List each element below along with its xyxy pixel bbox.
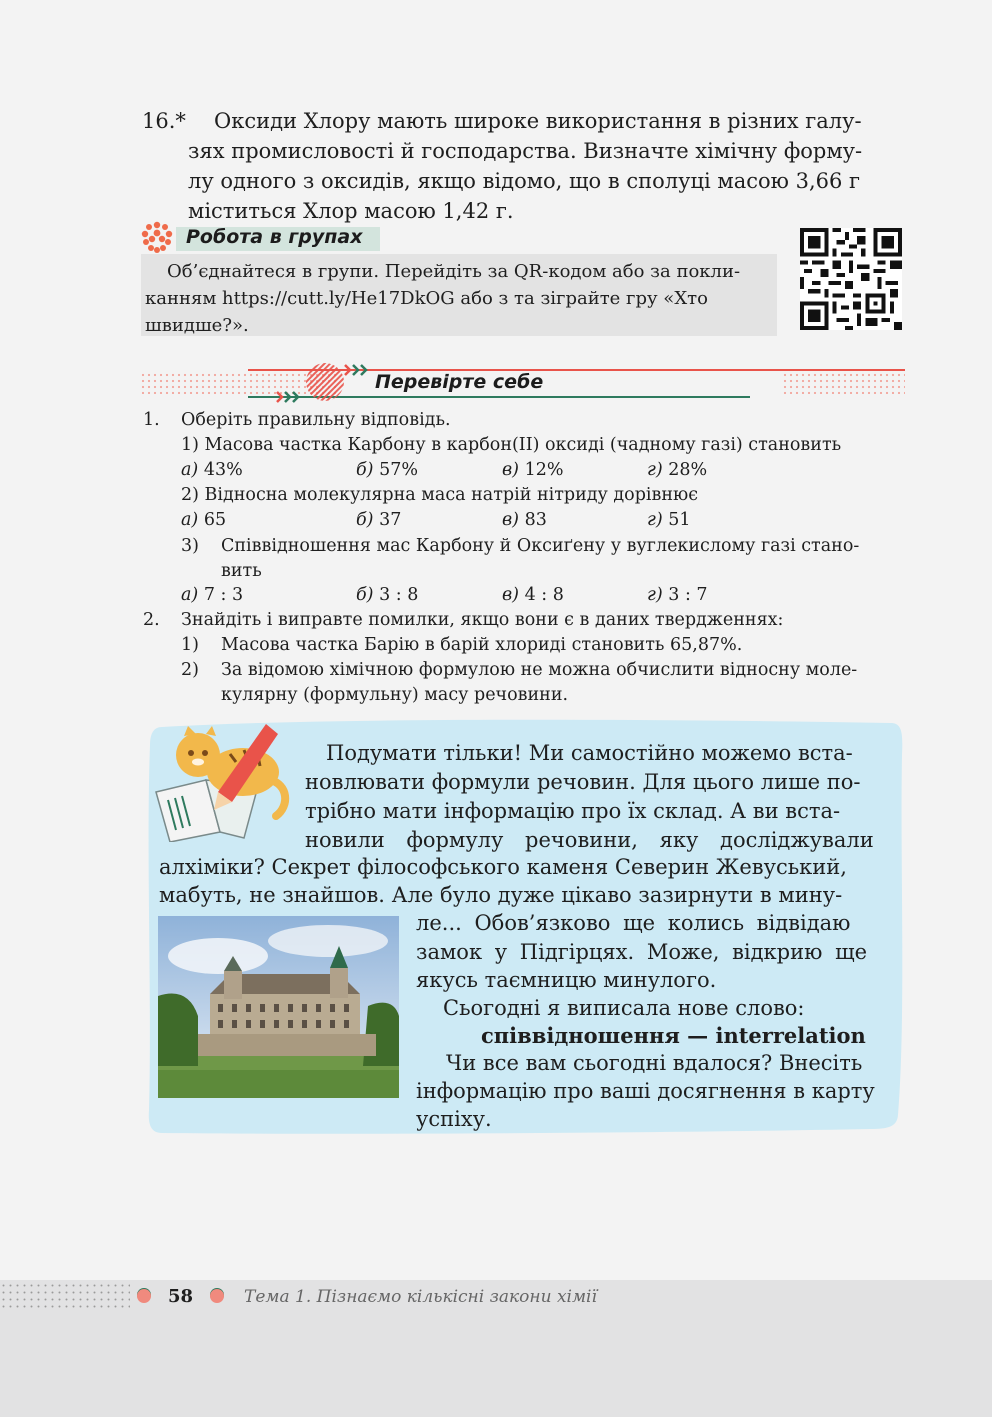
question-2-number: 2.	[143, 610, 160, 630]
task-line: міститься Хлор масою 1,42 г.	[188, 199, 514, 223]
q1-sub3-text-cont: вить	[221, 561, 262, 581]
thought-line: трібно мати інформацію про їх склад. А ви вста-	[305, 799, 841, 823]
question-1-number: 1.	[143, 410, 160, 430]
q1-sub2-option-c[interactable]: в) 83	[502, 510, 547, 530]
thought-line: ле... Обов’язково ще колись відвідаю	[416, 911, 851, 935]
hatched-circle	[306, 363, 344, 401]
thought-line: успіху.	[416, 1107, 492, 1131]
thought-line: якусь таємницю минулого.	[416, 968, 717, 992]
q1-sub2-text: 2) Відносна молекулярна маса натрій нітриду дорівнює	[181, 485, 699, 505]
task-number: 16.*	[142, 109, 186, 133]
q1-sub1-text: 1) Масова частка Карбону в карбон(ІІ) оксиді (чадному газі) становить	[181, 435, 842, 455]
footer-dot-right-icon	[209, 1287, 225, 1303]
bubbles-icon	[140, 221, 176, 253]
q2-sub2-text: За відомою хімічною формулою не можна обчислити відносну моле-	[221, 660, 858, 680]
q1-sub1-option-a[interactable]: а) 43%	[181, 460, 243, 480]
q2-sub1-number: 1)	[181, 635, 199, 655]
q1-sub3-option-a[interactable]: а) 7 : 3	[181, 585, 244, 605]
q2-sub1-text: Масова частка Барію в барій хлориді становить 65,87%.	[221, 635, 743, 655]
page-number: 58	[168, 1286, 194, 1307]
q2-sub2-text-cont: кулярну (формульну) масу речовини.	[221, 685, 569, 705]
castle-photo	[158, 916, 399, 1098]
question-1-text: Оберіть правильну відповідь.	[181, 410, 451, 430]
thought-line: новили формулу речовини, яку досліджували	[305, 828, 874, 852]
task-line: лу одного з оксидів, якщо відомо, що в сполуці масою 3,66 г	[188, 169, 861, 193]
q1-sub1-option-c[interactable]: в) 12%	[502, 460, 564, 480]
q1-sub3-number: 3)	[181, 536, 199, 556]
check-yourself-title: Перевірте себе	[375, 371, 544, 393]
q1-sub3-text: Співвідношення мас Карбону й Оксиґену у вуглекислому газі стано-	[221, 536, 860, 556]
footer-dot-left-icon	[136, 1287, 152, 1303]
thought-line: замок у Підгірцях. Може, відкрию ще	[416, 940, 868, 964]
footer-dots	[0, 1282, 130, 1312]
thought-line: новлювати формули речовин. Для цього лише по-	[305, 770, 861, 794]
new-word: співвідношення — interrelation	[481, 1023, 866, 1048]
group-line: Об’єднайтеся в групи. Перейдіть за QR-кодом або за покли-	[167, 261, 741, 282]
tiger-cub-illustration	[148, 720, 298, 842]
task-line: Оксиди Хлору мають широке використання в різних галу-	[214, 109, 862, 133]
group-line: швидше?».	[145, 315, 249, 336]
q1-sub2-option-b[interactable]: б) 37	[356, 510, 402, 530]
qr-code[interactable]	[800, 228, 902, 330]
thought-line: Чи все вам сьогодні вдалося? Внесіть	[446, 1051, 863, 1075]
q1-sub1-option-b[interactable]: б) 57%	[356, 460, 418, 480]
q1-sub3-option-d[interactable]: г) 3 : 7	[647, 585, 708, 605]
q2-sub2-number: 2)	[181, 660, 199, 680]
q1-sub2-option-d[interactable]: г) 51	[647, 510, 691, 530]
question-2-text: Знайдіть і виправте помилки, якщо вони є в даних твердженнях:	[181, 610, 784, 630]
group-line: канням https://cutt.ly/He17DkOG або з та зіграйте гру «Хто	[145, 288, 708, 309]
q1-sub1-option-d[interactable]: г) 28%	[647, 460, 708, 480]
thought-line: алхіміки? Секрет філософського каменя Северин Жевуський,	[159, 855, 847, 879]
thought-line: Подумати тільки! Ми самостійно можемо вста-	[326, 741, 853, 765]
group-work-title: Робота в групах	[186, 226, 363, 248]
thought-line: інформацію про ваші досягнення в карту	[416, 1079, 875, 1103]
q1-sub3-option-c[interactable]: в) 4 : 8	[502, 585, 564, 605]
thought-line: Сьогодні я виписала нове слово:	[443, 996, 805, 1020]
thought-line: мабуть, не знайшов. Але було дуже цікаво зазирнути в мину-	[159, 883, 843, 907]
task-line: зях промисловості й господарства. Визначте хімічну форму-	[188, 139, 863, 163]
footer-topic: Тема 1. Пізнаємо кількісні закони хімії	[244, 1287, 597, 1307]
q1-sub3-option-b[interactable]: б) 3 : 8	[356, 585, 419, 605]
q1-sub2-option-a[interactable]: а) 65	[181, 510, 227, 530]
